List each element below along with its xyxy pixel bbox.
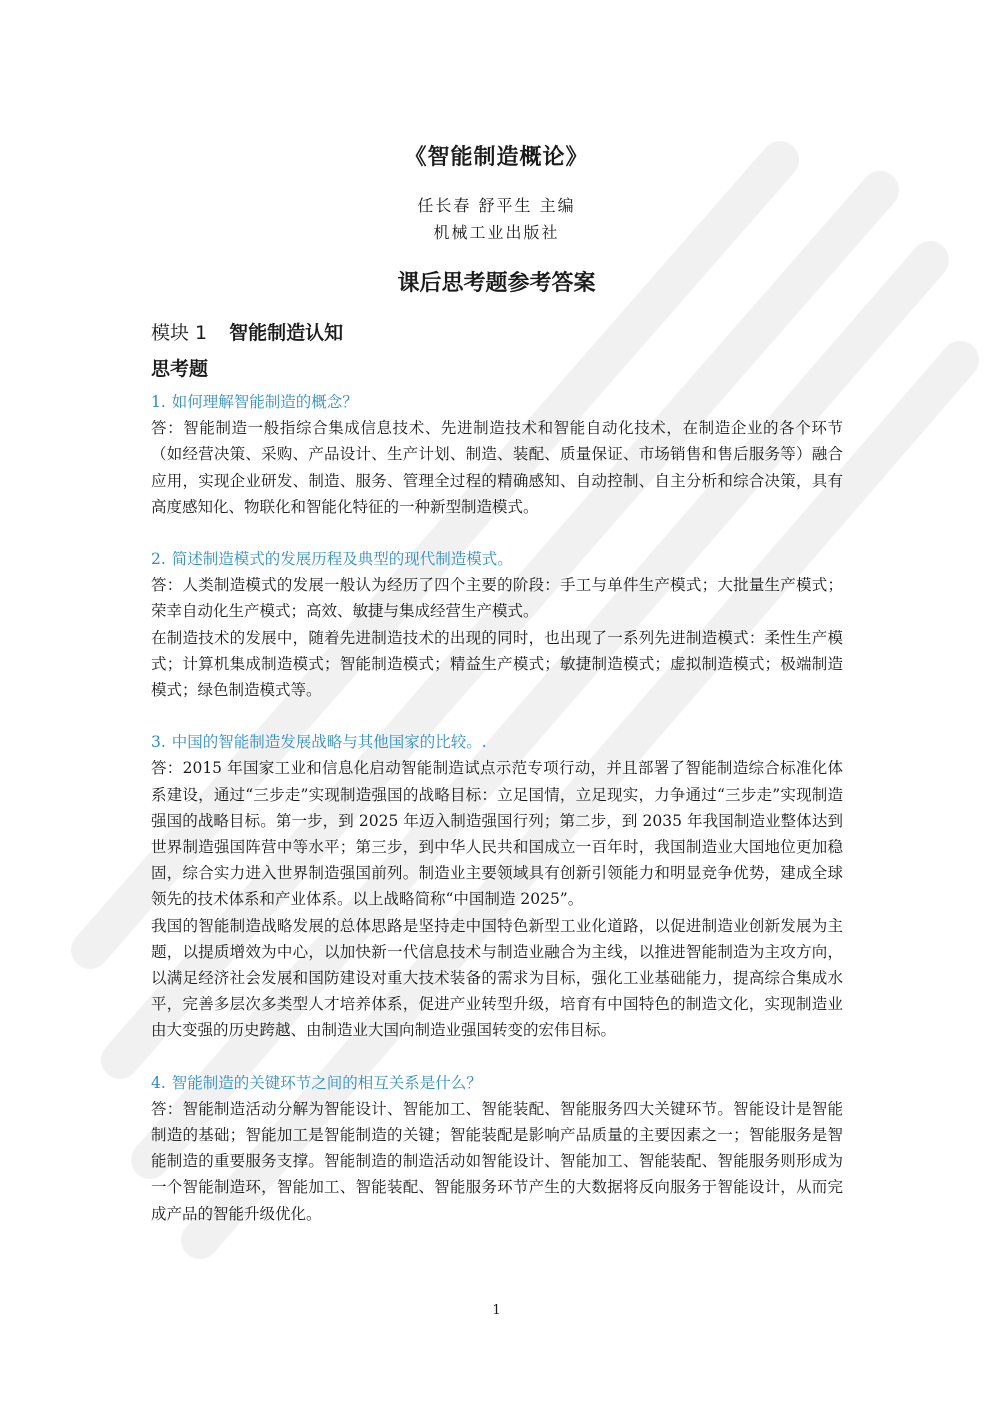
answer-paragraph: 在制造技术的发展中，随着先进制造技术的出现的同时，也出现了一系列先进制造模式：柔性生产模式；计算机集成制造模式；智能制造模式；精益生产模式；敏捷制造模式；虚拟制造模式；极端制造模式；绿色制造模式等。 [151, 628, 843, 700]
page-number: 1 [492, 1303, 501, 1318]
book-title: 《智能制造概论》 [404, 145, 589, 170]
question-text: 中国的智能制造发展战略与其他国家的比较。. [171, 733, 487, 752]
question-block [151, 1070, 843, 1227]
question-line [151, 546, 843, 572]
question-line [151, 389, 843, 415]
question-block [151, 546, 843, 703]
question-block [151, 389, 843, 520]
answer-paragraph: 我国的智能制造战略发展的总体思路是坚持走中国特色新型工业化道路，以促进制造业创新发展为主题，以提质增效为中心，以加快新一代信息技术与制造业融合为主线，以推进智能制造为主攻方向，以满足经济社会发展和国防建设对重大技术装备的需求为目标，强化工业基础能力，提高综合集成水平，完善多层次多类型人才培养体系，促进产业转型升级，培育有中国特色的制造文化，实现制造业由大变强的历史跨越、由制造业大国向制造业强国转变的宏伟目标。 [151, 916, 843, 1040]
question-number: 2. [151, 550, 166, 569]
authors-line: 任长春 舒平生 主编 [417, 196, 576, 215]
module-title: 智能制造认知 [229, 322, 344, 344]
module-number: 模块 1 [151, 322, 208, 344]
question-line [151, 1070, 843, 1096]
answer-paragraph: 答：2015 年国家工业和信息化启动智能制造试点示范专项行动，并且部署了智能制造综合标准化体系建设，通过“三步走”实现制造强国的战略目标：立足国情，立足现实，力争通过“三步走”实现制造强国的战略目标。第一步，到 2025 年迈入制造强国行列；第二步，到 2035 年我国制造业整体达到世界制造强国阵营中等水平；第三步，到中华人民共和国成立一百年时，我国制造业大国地位更加稳固，综合实力进入世界制造强国前列。制造业主要领域具有创新引领能力和明显竞争优势，建成全球领先的技术体系和产业体系。以上战略简称“中国制造 2025”。 [151, 759, 843, 909]
answer-paragraph: 答：智能制造活动分解为智能设计、智能加工、智能装配、智能服务四大关键环节。智能设计是智能制造的基础；智能加工是智能制造的关键；智能装配是影响产品质量的主要因素之一；智能服务是智能制造的重要服务支撑。智能制造的制造活动如智能设计、智能加工、智能装配、智能服务则形成为一个智能制造环，智能加工、智能装配、智能服务环节产生的大数据将反向服务于智能设计，从而完成产品的智能升级优化。 [151, 1099, 843, 1223]
section-heading: 思考题 [151, 358, 209, 380]
questions-content [151, 389, 843, 1227]
question-number: 4. [151, 1073, 166, 1092]
question-text: 如何理解智能制造的概念？ [171, 393, 358, 411]
module-heading [151, 318, 343, 345]
question-block [151, 729, 843, 1043]
answer-paragraph: 答：智能制造一般指综合集成信息技术、先进制造技术和智能自动化技术，在制造企业的各个环节（如经营决策、采购、产品设计、生产计划、制造、装配、质量保证、市场销售和售后服务等）融合应用，实现企业研发、制造、服务、管理全过程的精确感知、自动控制、自主分析和综合决策，具有高度感知化、物联化和智能化特征的一种新型制造模式。 [151, 419, 843, 516]
question-text: 智能制造的关键环节之间的相互关系是什么？ [171, 1073, 482, 1092]
question-number: 1. [151, 393, 166, 411]
answer-paragraph: 答：人类制造模式的发展一般认为经历了四个主要的阶段：手工与单件生产模式；大批量生产模式；荣幸自动化生产模式；高效、敏捷与集成经营生产模式。 [151, 576, 843, 621]
question-line [151, 729, 843, 755]
publisher-line: 机械工业出版社 [433, 223, 560, 242]
question-number: 3. [151, 733, 166, 752]
document-title: 课后思考题参考答案 [397, 271, 596, 296]
question-text: 简述制造模式的发展历程及典型的现代制造模式。 [171, 550, 513, 569]
